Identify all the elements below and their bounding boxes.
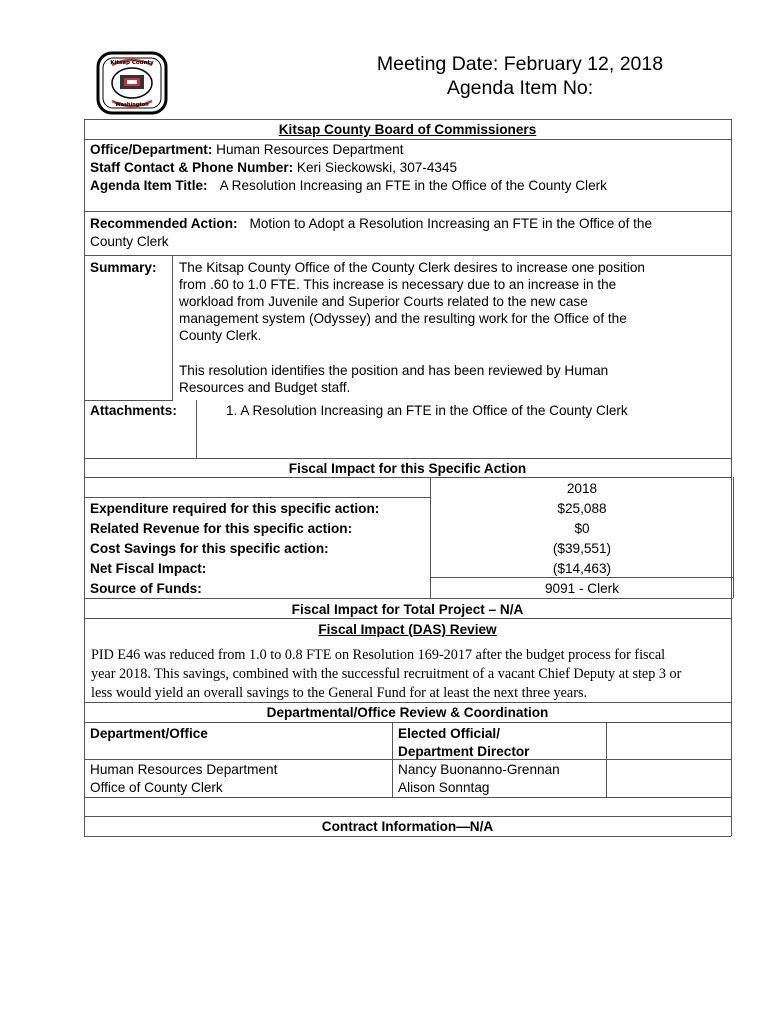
fiscal-row-value: ($14,463): [552, 561, 612, 576]
divider: [84, 211, 731, 212]
agenda-title-value: A Resolution Increasing an FTE in the Office of the County Clerk: [219, 178, 607, 193]
fiscal-impact-title: Fiscal Impact for this Specific Action: [288, 461, 527, 476]
summary-line: management system (Odyssey) and the resulting work for the Office of the: [179, 311, 627, 326]
contract-information: Contract Information—N/A: [321, 819, 494, 834]
review-official: Alison Sonntag: [398, 780, 490, 795]
agenda-item-number: Agenda Item No:: [446, 77, 594, 99]
summary-line: [179, 344, 645, 362]
review-dept: Human Resources Department: [90, 762, 278, 777]
fiscal-row-value: $0: [574, 521, 590, 536]
summary-line: This resolution identifies the position and has been reviewed by Human: [179, 363, 609, 378]
divider: [84, 477, 731, 478]
divider: [84, 816, 731, 817]
staff-contact-row: [90, 159, 457, 176]
svg-text:Washington: Washington: [115, 102, 149, 108]
fiscal-row-value: 9091 - Clerk: [544, 581, 620, 596]
fiscal-right-border: [733, 477, 734, 598]
contact-value: Keri Sieckowski, 307-4345: [293, 160, 458, 175]
das-line: less would yield an overall savings to the General Fund for at least the next three years.: [91, 685, 588, 701]
review-header-department: Department/Office: [90, 726, 208, 741]
summary-line: workload from Juvenile and Superior Courts related to the new case: [179, 294, 588, 309]
fiscal-row-label: Expenditure required for this specific action:: [90, 501, 380, 516]
review-dept: Office of County Clerk: [90, 780, 223, 795]
divider: [84, 797, 731, 798]
office-department-row: [90, 141, 404, 158]
table-right-border: [731, 119, 732, 836]
recommended-line1: Motion to Adopt a Resolution Increasing an FTE in the Office of the: [249, 216, 653, 231]
fiscal-row-label: Related Revenue for this specific action:: [90, 521, 353, 536]
divider: [84, 458, 731, 459]
fiscal-row-value: $25,088: [557, 501, 607, 516]
das-review-title: Fiscal Impact (DAS) Review: [318, 622, 497, 637]
fiscal-row-label: Cost Savings for this specific action:: [90, 541, 329, 556]
summary-label: Summary:: [90, 260, 157, 275]
contact-label: Staff Contact & Phone Number:: [90, 160, 294, 175]
office-label: Office/Department:: [90, 142, 213, 157]
divider: [430, 577, 733, 578]
divider: [84, 497, 430, 498]
review-header-official-line2: Department Director: [398, 744, 530, 759]
office-value: Human Resources Department: [212, 142, 404, 157]
summary-line: The Kitsap County Office of the County Clerk desires to increase one position: [179, 260, 645, 275]
das-line: PID E46 was reduced from 1.0 to 0.8 FTE on Resolution 169-2017 after the budget process for fiscal: [91, 647, 666, 663]
summary-text: [179, 259, 645, 396]
recommended-line2: County Clerk: [90, 234, 169, 249]
summary-line: County Clerk.: [179, 328, 262, 343]
divider: [84, 759, 731, 760]
divider: [84, 139, 731, 140]
das-review-text: [91, 646, 681, 703]
kitsap-county-logo: [96, 51, 168, 115]
agenda-title-row: [90, 177, 607, 194]
attachments-column-divider: [196, 400, 197, 458]
divider: [84, 722, 731, 723]
svg-text:Kitsap County: Kitsap County: [110, 60, 154, 66]
agenda-title-label: Agenda Item Title:: [90, 178, 208, 193]
attachments-label: Attachments:: [90, 403, 177, 418]
divider: [84, 598, 733, 599]
recommended-action: [90, 215, 652, 232]
table-top-border: [84, 119, 731, 120]
review-title: Departmental/Office Review & Coordination: [266, 705, 549, 720]
fiscal-row-label: Net Fiscal Impact:: [90, 561, 207, 576]
meeting-date: Meeting Date: February 12, 2018: [376, 53, 664, 75]
divider: [84, 702, 731, 703]
recommended-label: Recommended Action:: [90, 216, 238, 231]
summary-line: Resources and Budget staff.: [179, 380, 351, 395]
review-header-official: Elected Official/: [398, 726, 500, 741]
table-bottom-border: [84, 836, 731, 837]
summary-line: from .60 to 1.0 FTE. This increase is necessary due to an increase in the: [179, 277, 617, 292]
fiscal-year: 2018: [566, 481, 598, 496]
das-line: year 2018. This savings, combined with the successful recruitment of a vacant Chief Deputy at step 3 or: [91, 666, 682, 682]
divider: [84, 400, 173, 401]
fiscal-total-project: Fiscal Impact for Total Project – N/A: [291, 602, 524, 617]
divider: [84, 618, 731, 619]
fiscal-row-label: Source of Funds:: [90, 581, 202, 596]
fiscal-row-value: ($39,551): [552, 541, 612, 556]
summary-column-divider: [172, 255, 173, 400]
review-official: Nancy Buonanno-Grennan: [398, 762, 560, 777]
board-title: Kitsap County Board of Commissioners: [278, 122, 537, 137]
divider: [84, 255, 731, 256]
attachment-item: 1. A Resolution Increasing an FTE in the Office of the County Clerk: [226, 403, 628, 418]
